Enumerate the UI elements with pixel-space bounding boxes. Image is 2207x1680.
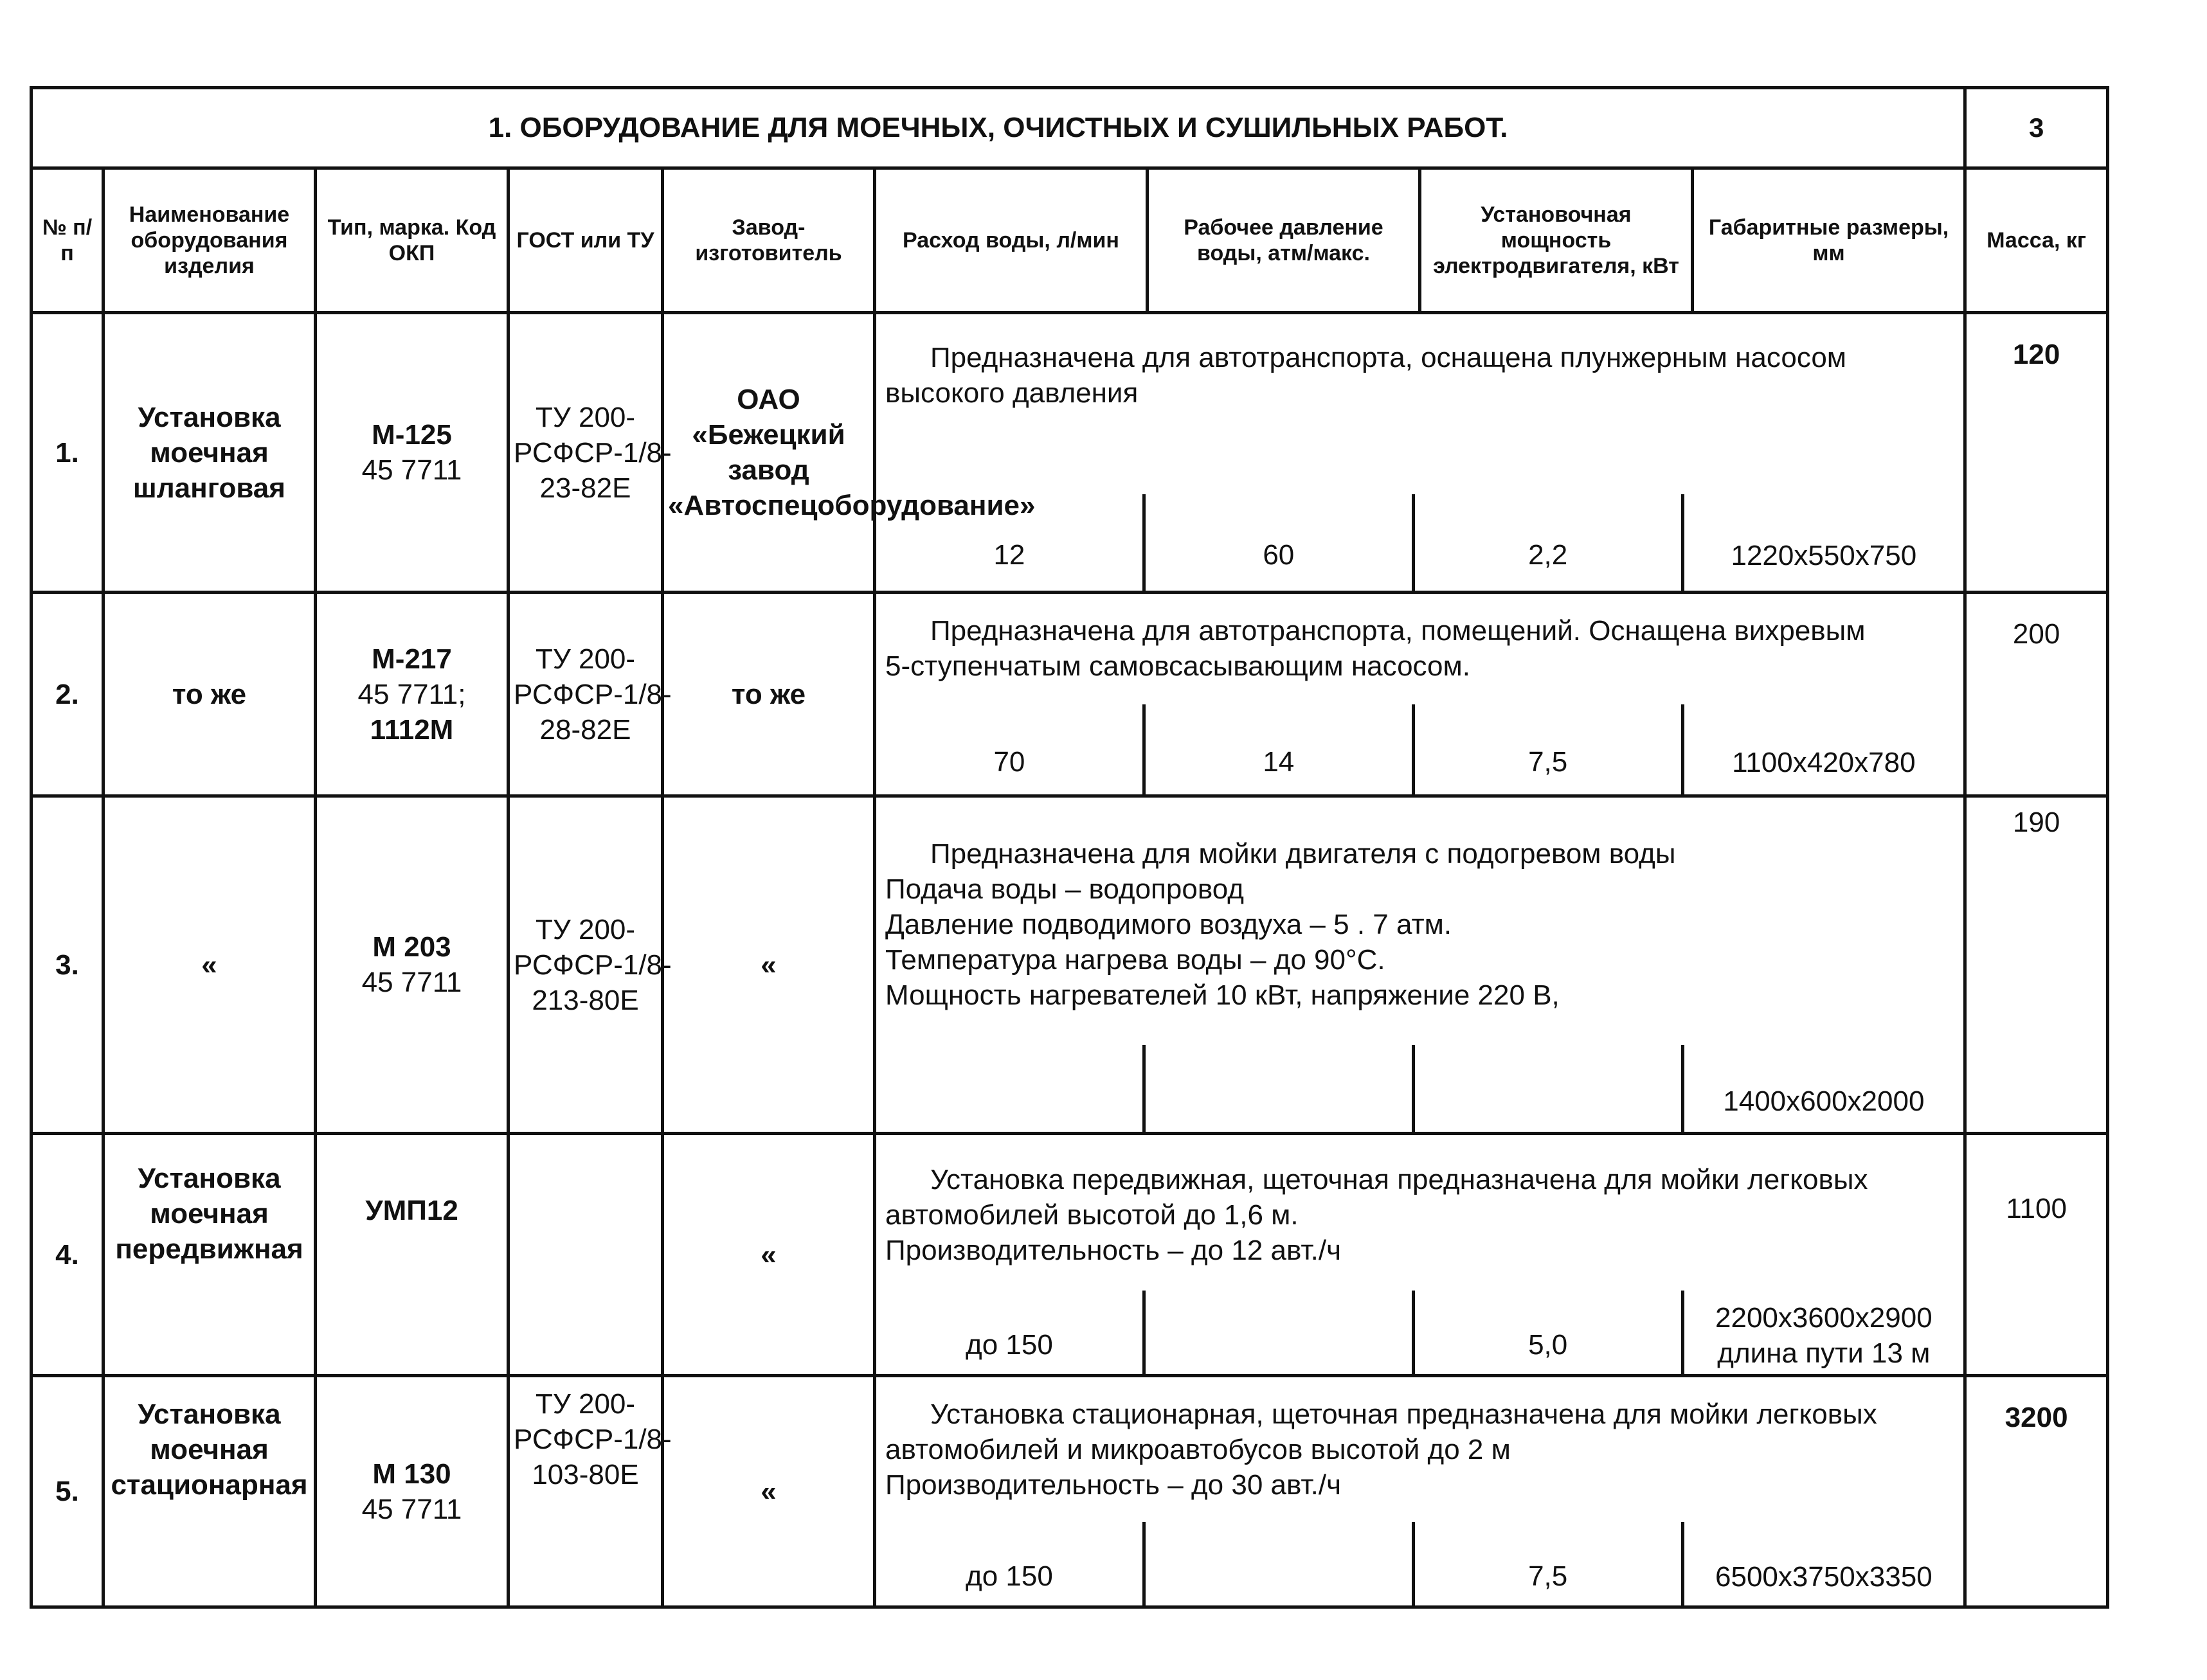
water-value: до 150 [966, 1329, 1053, 1361]
row-gost: ТУ 200-РСФСР-1/8-213-80Е [509, 796, 663, 1134]
type-code: 45 7711; [357, 678, 466, 710]
type-code: 45 7711 [361, 1493, 462, 1525]
row-num: 1. [32, 313, 104, 593]
header-power: Установочная мощность электродвигателя, кВт [1420, 168, 1693, 313]
dims-value: 2200x3600x2900 [1715, 1302, 1932, 1334]
power-value: 5,0 [1412, 1291, 1681, 1374]
pressure-value: 14 [1142, 704, 1412, 794]
power-value [1412, 1045, 1681, 1132]
type-code: 45 7711 [361, 454, 462, 486]
desc-line: Производительность – до 30 авт./ч [885, 1469, 1342, 1501]
row-type [316, 593, 509, 796]
equipment-table [30, 86, 2109, 1609]
water-value: 70 [993, 746, 1025, 778]
row-maker: « [663, 796, 875, 1134]
row-description [875, 796, 1965, 1134]
table-row [32, 796, 2108, 1134]
desc-line: Мощность нагревателей 10 кВт, напряжение 220 В, [885, 979, 1560, 1011]
row-maker: « [663, 1134, 875, 1376]
desc-line: 5-ступенчатым самовсасывающим насосом. [885, 650, 1470, 682]
pressure-value [1142, 1291, 1412, 1374]
water-value: до 150 [966, 1560, 1053, 1592]
type-extra: 1112М [370, 713, 454, 746]
desc-line: Предназначена для автотранспорта, оснащена плунжерным насосом [930, 342, 1847, 373]
equipment-sheet [30, 86, 2106, 1593]
row-maker: ОАО «Бежецкий завод «Автоспецоборудование» [663, 313, 875, 593]
type-mark: М-125 [372, 419, 452, 451]
desc-line: Давление подводимого воздуха – 5 . 7 атм. [885, 909, 1452, 940]
row-mass: 1100 [1965, 1134, 2108, 1376]
page-number: 3 [1965, 88, 2108, 168]
row-gost [509, 1134, 663, 1376]
row-gost: ТУ 200-РСФСР-1/8-103-80Е [509, 1376, 663, 1607]
power-value: 2,2 [1412, 494, 1681, 591]
row-mass: 3200 [1965, 1376, 2108, 1607]
header-name: Наименование оборудования изделия [104, 168, 316, 313]
desc-line: высокого давления [885, 377, 1139, 409]
dims-value: 1100x420x780 [1681, 704, 1964, 794]
dims-note: длина пути 13 м [1717, 1337, 1931, 1369]
row-name: Установка моечная шланговая [104, 313, 316, 593]
row-type [316, 1134, 509, 1376]
type-code: 45 7711 [361, 967, 462, 998]
dims-value: 1400x600x2000 [1681, 1045, 1964, 1132]
desc-line: Предназначена для автотранспорта, помещений. Оснащена вихревым [930, 615, 1866, 647]
desc-line: Установка передвижная, щеточная предназначена для мойки легковых [930, 1164, 1868, 1195]
desc-line: автомобилей высотой до 1,6 м. [885, 1199, 1299, 1231]
type-mark: М 130 [372, 1458, 451, 1490]
water-value: 12 [993, 539, 1025, 571]
desc-line: Температура нагрева воды – до 90°С. [885, 944, 1385, 976]
dims-value: 6500x3750x3350 [1681, 1522, 1964, 1605]
row-num: 5. [32, 1376, 104, 1607]
header-mass: Масса, кг [1965, 168, 2108, 313]
table-row [32, 593, 2108, 796]
desc-line: Установка стационарная, щеточная предназначена для мойки легковых [930, 1399, 1877, 1430]
row-description [875, 593, 1965, 796]
row-name: « [104, 796, 316, 1134]
header-num: № п/п [32, 168, 104, 313]
table-row [32, 1134, 2108, 1376]
row-type [316, 1376, 509, 1607]
type-mark: М 203 [372, 931, 451, 963]
row-mass: 200 [1965, 593, 2108, 796]
row-maker: то же [663, 593, 875, 796]
desc-line: Производительность – до 12 авт./ч [885, 1235, 1342, 1266]
row-description [875, 1376, 1965, 1607]
row-num: 3. [32, 796, 104, 1134]
row-name: Установка моечная передвижная [104, 1134, 316, 1376]
row-maker: « [663, 1376, 875, 1607]
header-dims: Габаритные размеры, мм [1693, 168, 1965, 313]
row-type [316, 313, 509, 593]
type-mark: М-217 [372, 643, 452, 675]
pressure-value [1142, 1522, 1412, 1605]
desc-line: автомобилей и микроавтобусов высотой до 2 м [885, 1434, 1511, 1465]
dims-value: 1220x550x750 [1681, 494, 1964, 591]
desc-line: Предназначена для мойки двигателя с подогревом воды [930, 838, 1676, 870]
header-type: Тип, марка. Код ОКП [316, 168, 509, 313]
table-row [32, 313, 2108, 593]
row-mass: 120 [1965, 313, 2108, 593]
power-value: 7,5 [1412, 1522, 1681, 1605]
row-num: 2. [32, 593, 104, 796]
dims-cell [1681, 1291, 1964, 1374]
table-row [32, 1376, 2108, 1607]
row-type [316, 796, 509, 1134]
power-value: 7,5 [1412, 704, 1681, 794]
row-mass: 190 [1965, 796, 2108, 1134]
pressure-value [1142, 1045, 1412, 1132]
desc-line: Подача воды – водопровод [885, 873, 1244, 905]
row-description [875, 313, 1965, 593]
row-name: то же [104, 593, 316, 796]
header-gost: ГОСТ или ТУ [509, 168, 663, 313]
row-name: Установка моечная стационарная [104, 1376, 316, 1607]
row-num: 4. [32, 1134, 104, 1376]
header-maker: Завод-изготовитель [663, 168, 875, 313]
row-description [875, 1134, 1965, 1376]
page-title: 1. ОБОРУДОВАНИЕ ДЛЯ МОЕЧНЫХ, ОЧИСТНЫХ И СУШИЛЬНЫХ РАБОТ. [32, 88, 1965, 168]
pressure-value: 60 [1142, 494, 1412, 591]
header-pressure: Рабочее давление воды, атм/макс. [1148, 168, 1420, 313]
type-mark: УМП12 [365, 1195, 458, 1226]
row-gost: ТУ 200-РСФСР-1/8-23-82Е [509, 313, 663, 593]
row-gost: ТУ 200-РСФСР-1/8-28-82Е [509, 593, 663, 796]
water-value [876, 1045, 1142, 1132]
header-water: Расход воды, л/мин [875, 168, 1148, 313]
